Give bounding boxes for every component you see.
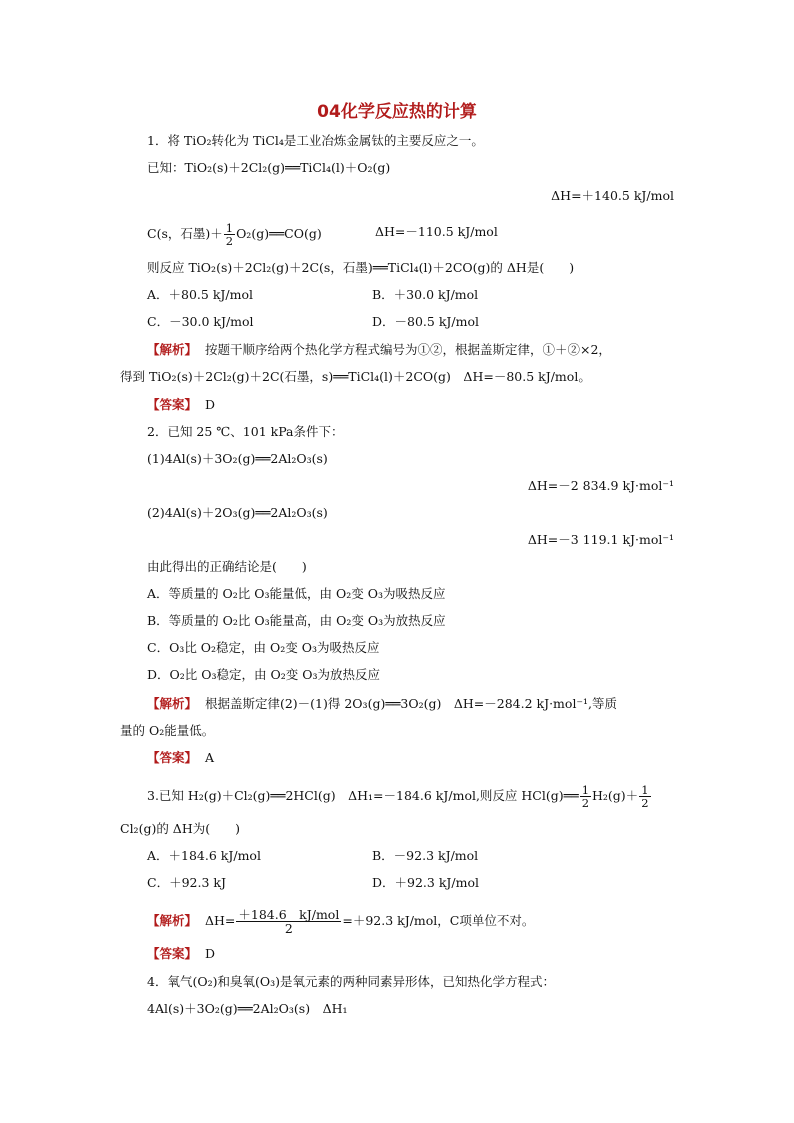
fraction-denominator: 2 [284, 921, 293, 937]
analysis-tag: 【解析】 [147, 342, 198, 357]
q3-option-b: B．－92.3 kJ/mol [372, 848, 479, 863]
q3-stem-part-a: 3.已知 H₂(g)＋Cl₂(g)══2HCl(g) ΔH₁=－184.6 kJ/mol,则反应 HCl(g)══ [147, 788, 579, 804]
fraction-numerator: 1 [581, 783, 590, 797]
q3-analysis-part-a: ΔH= [204, 913, 236, 929]
q2-analysis-line-2: 量的 O₂能量低。 [120, 723, 215, 738]
q1-answer-value: D [204, 397, 215, 412]
q3-answer-value: D [204, 946, 215, 961]
q1-option-d: D．－80.5 kJ/mol [372, 314, 480, 329]
q2-option-d: D．O₂比 O₃稳定，由 O₂变 O₃为放热反应 [147, 667, 380, 682]
answer-tag: 【答案】 [147, 397, 198, 412]
fraction-denominator: 2 [225, 234, 234, 249]
q3-option-d: D．＋92.3 kJ/mol [372, 875, 480, 890]
q1-analysis-line-2: 得到 TiO₂(s)＋2Cl₂(g)＋2C(石墨，s)══TiCl₄(l)＋2CO(g) ΔH=－80.5 kJ/mol。 [120, 369, 591, 384]
q1-question: 则反应 TiO₂(s)＋2Cl₂(g)＋2C(s，石墨)══TiCl₄(l)＋2CO(g)的 ΔH是( ) [147, 260, 575, 275]
q1-eq2-dh: ΔH=－110.5 kJ/mol [375, 224, 498, 239]
q3-analysis-part-b: =＋92.3 kJ/mol，C项单位不对。 [342, 913, 535, 929]
q2-equation-2: (2)4Al(s)＋2O₃(g)══2Al₂O₃(s) [147, 505, 328, 520]
q2-question: 由此得出的正确结论是( ) [147, 559, 307, 574]
fraction [236, 908, 341, 935]
q1-equation-2 [147, 222, 322, 247]
q2-equation-1: (1)4Al(s)＋3O₂(g)══2Al₂O₃(s) [147, 451, 328, 466]
q3-option-a: A．＋184.6 kJ/mol [147, 848, 261, 863]
fraction-numerator: ＋184.6 kJ/mol [238, 907, 340, 922]
analysis-tag: 【解析】 [147, 913, 198, 929]
fraction-numerator: 1 [641, 783, 649, 797]
fraction [580, 784, 591, 809]
q1-option-a: A．＋80.5 kJ/mol [147, 287, 254, 302]
answer-tag: 【答案】 [147, 750, 198, 765]
q1-analysis-text-1: 按题干顺序给两个热化学方程式编号为①②，根据盖斯定律，①＋②×2， [204, 342, 611, 357]
q2-answer-value: A [204, 750, 214, 765]
q1-answer [147, 395, 215, 415]
answer-tag: 【答案】 [147, 946, 198, 961]
q2-option-c: C．O₃比 O₂稳定，由 O₂变 O₃为吸热反应 [147, 640, 380, 655]
q1-option-c: C．－30.0 kJ/mol [147, 314, 254, 329]
fraction [639, 784, 650, 809]
fraction-denominator: 2 [641, 796, 649, 811]
q1-given-equation: 已知：TiO₂(s)＋2Cl₂(g)══TiCl₄(l)＋O₂(g) [147, 160, 391, 175]
q2-analysis-text-1: 根据盖斯定律(2)－(1)得 2O₃(g)══3O₂(g) ΔH=－284.2 kJ·mol⁻¹,等质 [204, 696, 618, 711]
q2-equation-2-dh: ΔH=－3 119.1 kJ·mol⁻¹ [527, 532, 674, 547]
q1-eq2-part-a: C(s，石墨)＋ [147, 226, 223, 242]
q3-stem-part-b: H₂(g)＋ [592, 788, 639, 804]
q1-stem: 1．将 TiO₂转化为 TiCl₄是工业冶炼金属钛的主要反应之一。 [147, 133, 484, 148]
fraction-denominator: 2 [581, 796, 590, 811]
q3-stem-line-1 [147, 784, 652, 809]
q4-stem: 4．氧气(O₂)和臭氧(O₃)是氧元素的两种同素异形体，已知热化学方程式： [147, 974, 555, 989]
page-title: 04化学反应热的计算 [317, 102, 477, 122]
q2-answer [147, 748, 214, 768]
q2-option-a: A．等质量的 O₂比 O₃能量低，由 O₂变 O₃为吸热反应 [147, 586, 446, 601]
q1-eq2-part-b: O₂(g)══CO(g) [236, 226, 322, 242]
q2-analysis-line-1 [147, 694, 617, 714]
q3-answer [147, 944, 215, 964]
q1-given-dh: ΔH=＋140.5 kJ/mol [551, 188, 674, 203]
q1-analysis-line-1 [147, 340, 611, 360]
q2-equation-1-dh: ΔH=－2 834.9 kJ·mol⁻¹ [527, 478, 674, 493]
q1-option-b: B．＋30.0 kJ/mol [372, 287, 479, 302]
q3-option-c: C．＋92.3 kJ [147, 875, 226, 890]
analysis-tag: 【解析】 [147, 696, 198, 711]
q3-stem-line-2: Cl₂(g)的 ΔH为( ) [120, 821, 240, 836]
q2-option-b: B．等质量的 O₂比 O₃能量高，由 O₂变 O₃为放热反应 [147, 613, 446, 628]
fraction [224, 222, 235, 247]
q3-analysis [147, 908, 534, 935]
q2-stem: 2．已知 25 ℃、101 kPa条件下： [147, 424, 344, 439]
q4-equation-1: 4Al(s)＋3O₂(g)══2Al₂O₃(s) ΔH₁ [147, 1001, 348, 1016]
fraction-numerator: 1 [225, 221, 234, 235]
